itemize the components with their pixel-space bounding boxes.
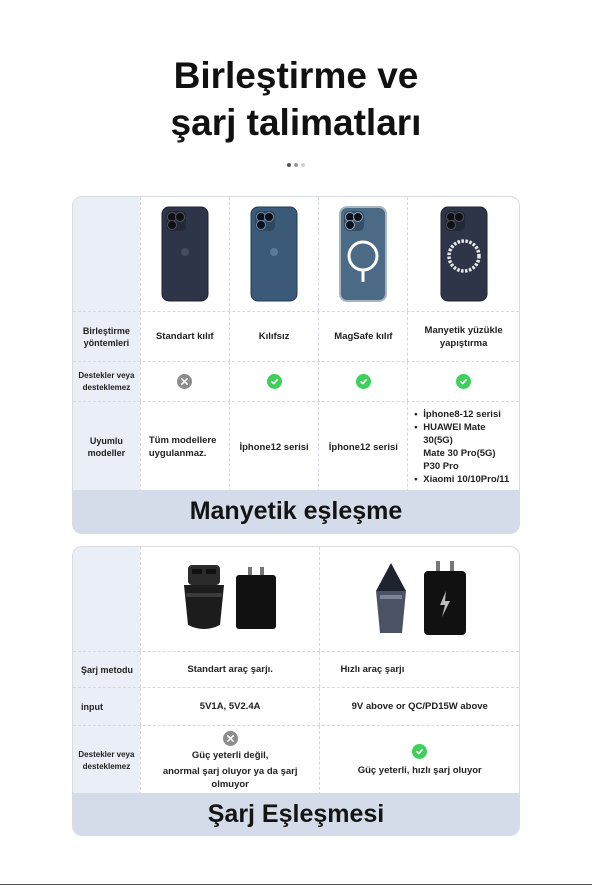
list-item: • İphone8-12 serisi bbox=[414, 408, 515, 421]
phone-images-row bbox=[73, 197, 519, 311]
title-line-1: Birleştirme ve bbox=[173, 55, 419, 96]
support-fast-text: Güç yeterli, hızlı şarj oluyor bbox=[357, 765, 482, 776]
method-magnetic-ring: Manyetik yüzükle yapıştırma bbox=[407, 312, 519, 361]
car-charger-icon bbox=[372, 561, 410, 637]
input-row bbox=[73, 687, 519, 725]
charge-method-label: Şarj metodu bbox=[81, 664, 134, 675]
charging-table bbox=[72, 546, 520, 836]
models-no-case: İphone12 serisi bbox=[229, 402, 319, 492]
title-line-2: şarj talimatları bbox=[170, 102, 422, 143]
input-standard: 5V1A, 5V2.4A bbox=[140, 688, 320, 725]
carousel-dots[interactable] bbox=[0, 163, 592, 167]
check-icon bbox=[267, 374, 282, 389]
list-item: • HUAWEI Mate 30(5G) bbox=[414, 421, 515, 447]
page-title bbox=[0, 52, 592, 146]
models-label: Uyumlu modeller bbox=[87, 436, 126, 458]
method-magsafe-case: MagSafe kılıf bbox=[318, 312, 407, 361]
input-fast: 9V above or QC/PD15W above bbox=[319, 688, 519, 725]
list-item: P30 Pro bbox=[423, 461, 459, 472]
list-item: Mate 30 Pro(5G) bbox=[423, 448, 496, 459]
check-icon bbox=[412, 744, 427, 759]
charge-method-row bbox=[73, 651, 519, 687]
wall-adapter-icon bbox=[422, 561, 468, 637]
charge-support-label: Destekler veya desteklemez bbox=[78, 749, 135, 771]
method-standard-case: Standart kılıf bbox=[140, 312, 229, 361]
phone-magsafe-case-image bbox=[318, 197, 407, 311]
bottom-divider bbox=[0, 884, 592, 885]
list-item: • Xiaomi 10/10Pro/11 bbox=[414, 473, 515, 486]
input-label: input bbox=[81, 701, 103, 712]
method-no-case: Kılıfsız bbox=[229, 312, 319, 361]
compatibility-table bbox=[72, 196, 520, 534]
wall-adapter-icon bbox=[234, 567, 278, 631]
charge-matching-banner: Şarj Eşleşmesi bbox=[73, 793, 519, 835]
support-label: Destekler veya desteklemez bbox=[78, 370, 135, 392]
support-row bbox=[73, 361, 519, 401]
car-charger-icon bbox=[182, 563, 226, 635]
phone-standard-case-image bbox=[140, 197, 229, 311]
support-standard-line-2: anormal şarj oluyor ya da şarj olmuyor bbox=[162, 765, 298, 790]
charge-support-row bbox=[73, 725, 519, 795]
fast-charger-image bbox=[319, 547, 519, 651]
models-row bbox=[73, 401, 519, 492]
method-row bbox=[73, 311, 519, 361]
carousel-dot-2[interactable] bbox=[294, 163, 298, 167]
models-magsafe-case: İphone12 serisi bbox=[318, 402, 407, 492]
cross-icon bbox=[223, 731, 238, 746]
carousel-dot-1[interactable] bbox=[287, 163, 291, 167]
cross-icon bbox=[177, 374, 192, 389]
check-icon bbox=[456, 374, 471, 389]
charge-method-fast: Hızlı araç şarjı bbox=[319, 652, 519, 687]
support-standard-line-1: Güç yeterli değil, bbox=[191, 749, 269, 761]
charge-method-standard: Standart araç şarjı. bbox=[140, 652, 320, 687]
charger-images-row bbox=[73, 547, 519, 651]
models-magnetic-ring-list bbox=[414, 408, 515, 486]
models-standard-case: Tüm modellere uygulanmaz. bbox=[140, 402, 229, 492]
phone-no-case-image bbox=[229, 197, 319, 311]
check-icon bbox=[356, 374, 371, 389]
method-label: Birleştirme yöntemleri bbox=[82, 325, 130, 348]
magnetic-matching-banner: Manyetik eşleşme bbox=[73, 490, 519, 533]
phone-magnetic-ring-image bbox=[407, 197, 519, 311]
standard-charger-image bbox=[140, 547, 320, 651]
carousel-dot-3[interactable] bbox=[301, 163, 305, 167]
